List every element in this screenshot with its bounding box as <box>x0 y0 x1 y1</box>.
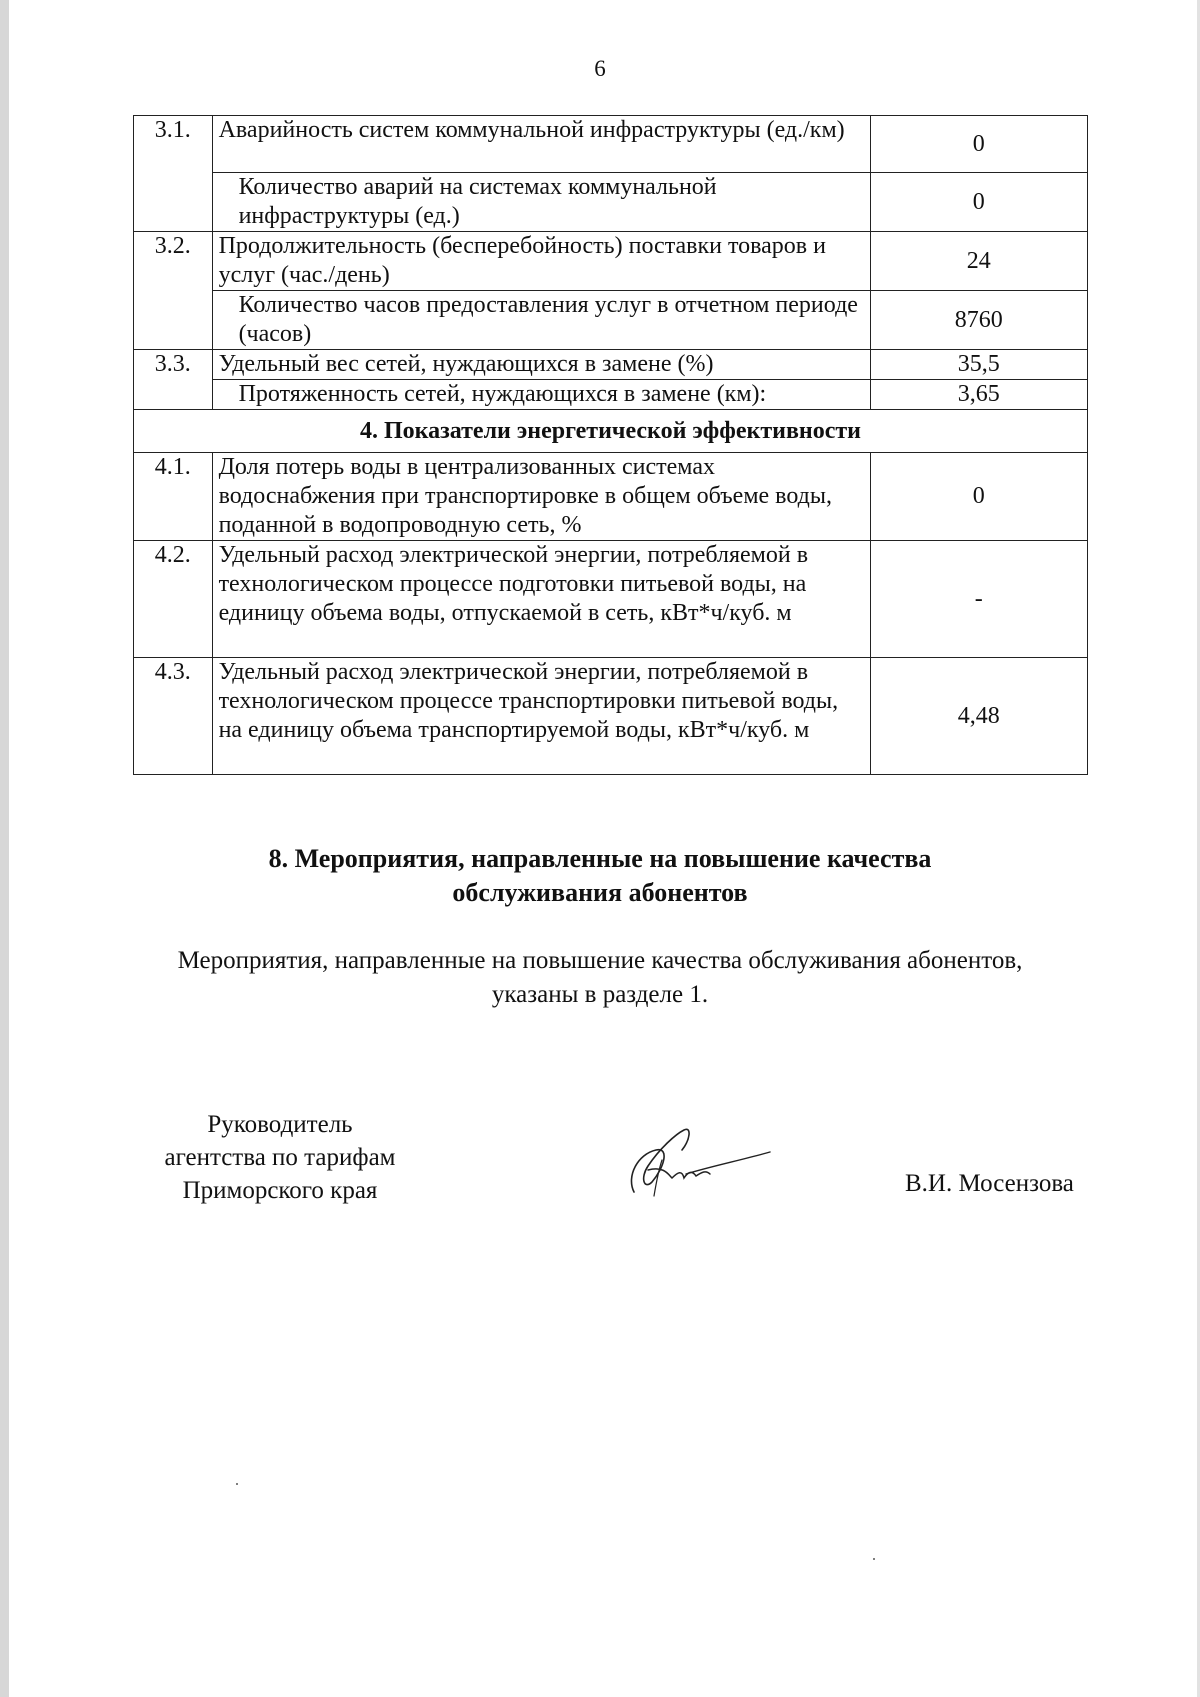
row-value: 35,5 <box>870 350 1088 380</box>
table-row <box>134 658 1088 775</box>
handwritten-signature <box>612 1120 772 1200</box>
row-value: 24 <box>870 232 1088 291</box>
section-title: 4. Показатели энергетической эффективности <box>134 410 1088 453</box>
row-value: - <box>870 541 1088 658</box>
row-number: 3.3. <box>134 350 213 410</box>
row-value: 0 <box>870 173 1088 232</box>
signatory-title-line: Руководитель <box>207 1111 353 1138</box>
table-row <box>134 232 1088 291</box>
row-value: 8760 <box>870 291 1088 350</box>
paragraph-line: указаны в разделе 1. <box>491 981 709 1008</box>
indicators-table <box>133 115 1088 775</box>
row-value: 4,48 <box>870 658 1088 775</box>
section-heading-line: обслуживания абонентов <box>452 878 748 907</box>
body-paragraph <box>0 944 1200 1012</box>
signatory-name: В.И. Мосензова <box>905 1170 1074 1197</box>
table-row <box>134 116 1088 173</box>
row-label: Количество аварий на системах коммунальной инфраструктуры (ед.) <box>212 173 870 232</box>
scan-speck <box>236 1483 238 1485</box>
row-label: Удельный вес сетей, нуждающихся в замене (%) <box>212 350 870 380</box>
signatory-title-line: Приморского края <box>182 1177 378 1204</box>
row-label: Удельный расход электрической энергии, потребляемой в технологическом процессе подготовки питьевой воды, на единицу объема воды, отпускаемой в сеть, кВт*ч/куб. м <box>212 541 870 658</box>
section-row <box>134 410 1088 453</box>
row-label: Доля потерь воды в централизованных системах водоснабжения при транспортировке в общем объеме воды, поданной в водопроводную сеть, % <box>212 453 870 541</box>
page-number: 6 <box>594 56 606 81</box>
row-number: 4.2. <box>134 541 213 658</box>
section-heading <box>0 842 1200 910</box>
row-number: 4.1. <box>134 453 213 541</box>
table-row <box>134 291 1088 350</box>
row-label: Аварийность систем коммунальной инфраструктуры (ед./км) <box>212 116 870 173</box>
section-heading-line: 8. Мероприятия, направленные на повышение качества <box>268 844 932 873</box>
paragraph-line: Мероприятия, направленные на повышение качества обслуживания абонентов, <box>177 947 1023 974</box>
row-label: Протяженность сетей, нуждающихся в замене (км): <box>212 380 870 410</box>
row-label: Удельный расход электрической энергии, потребляемой в технологическом процессе транспортировки питьевой воды, на единицу объема транспортируемой воды, кВт*ч/куб. м <box>212 658 870 775</box>
signatory-title <box>130 1108 430 1207</box>
row-number: 3.2. <box>134 232 213 350</box>
table-row <box>134 350 1088 380</box>
table-row <box>134 173 1088 232</box>
table-row <box>134 541 1088 658</box>
signatory-title-line: агентства по тарифам <box>164 1144 396 1171</box>
row-number: 4.3. <box>134 658 213 775</box>
row-label: Количество часов предоставления услуг в отчетном периоде (часов) <box>212 291 870 350</box>
row-value: 0 <box>870 453 1088 541</box>
row-value: 0 <box>870 116 1088 173</box>
row-value: 3,65 <box>870 380 1088 410</box>
table-row <box>134 453 1088 541</box>
row-label: Продолжительность (бесперебойность) поставки товаров и услуг (час./день) <box>212 232 870 291</box>
table-row <box>134 380 1088 410</box>
row-number: 3.1. <box>134 116 213 232</box>
scan-speck <box>873 1558 875 1560</box>
